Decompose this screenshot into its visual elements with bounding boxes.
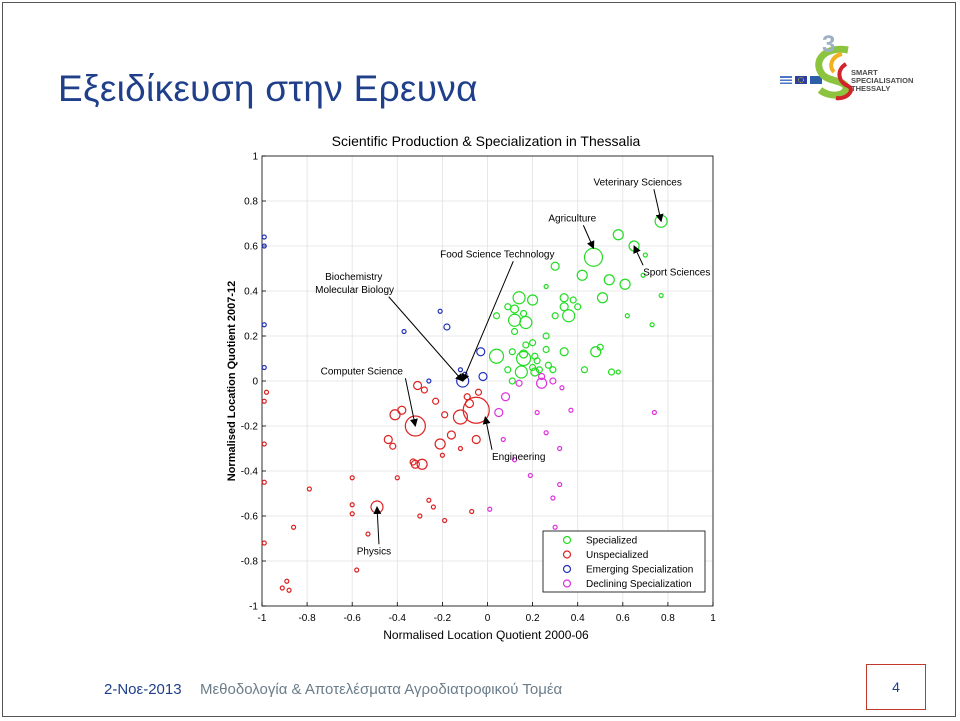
data-point-unspecialized xyxy=(307,487,311,491)
data-point-unspecialized xyxy=(443,519,447,523)
data-point-specialized xyxy=(490,349,504,363)
data-point-declining-specialization xyxy=(535,411,539,415)
data-point-specialized xyxy=(509,314,521,326)
data-point-unspecialized xyxy=(280,586,284,590)
x-tick-label: 0.2 xyxy=(525,613,540,624)
data-point-unspecialized xyxy=(384,436,392,444)
data-point-specialized xyxy=(650,323,654,327)
annotation-label: Food Science Technology xyxy=(440,249,555,261)
data-point-specialized xyxy=(584,248,602,266)
data-point-unspecialized xyxy=(417,459,427,469)
y-tick-label: 1 xyxy=(252,151,258,163)
data-point-emerging-specialization xyxy=(262,366,266,370)
data-point-specialized xyxy=(598,293,608,303)
logo-text-thessaly: THESSALY xyxy=(851,84,891,93)
data-point-unspecialized xyxy=(427,498,431,502)
data-point-emerging-specialization xyxy=(477,348,485,356)
y-tick-label: 0.4 xyxy=(244,286,258,298)
data-point-specialized xyxy=(513,292,525,304)
data-point-unspecialized xyxy=(398,406,406,414)
x-tick-label: 0.8 xyxy=(660,613,675,624)
y-tick-label: -0.4 xyxy=(240,466,258,478)
data-point-unspecialized xyxy=(262,480,266,484)
data-point-emerging-specialization xyxy=(402,330,406,334)
data-point-specialized xyxy=(551,262,559,270)
x-tick-label: -0.6 xyxy=(343,613,361,624)
annotation-arrow xyxy=(583,225,593,248)
data-point-declining-specialization xyxy=(502,393,510,401)
data-point-specialized xyxy=(625,314,629,318)
y-tick-label: 0 xyxy=(252,376,258,388)
data-point-emerging-specialization xyxy=(458,368,462,372)
y-tick-label: 0.8 xyxy=(244,196,258,208)
annotation-label: Computer Science xyxy=(320,366,403,378)
y-axis-label: Normalised Location Quotient 2007-12 xyxy=(226,280,238,482)
data-point-specialized xyxy=(512,329,518,335)
data-point-specialized xyxy=(523,342,529,348)
data-point-unspecialized xyxy=(410,459,416,465)
data-point-unspecialized xyxy=(447,431,455,439)
data-point-unspecialized xyxy=(390,443,396,449)
data-point-specialized xyxy=(550,367,556,373)
x-axis-label: Normalised Location Quotient 2000-06 xyxy=(383,628,589,642)
data-point-unspecialized xyxy=(470,510,474,514)
data-point-unspecialized xyxy=(433,398,439,404)
data-point-specialized xyxy=(520,317,532,329)
annotation-label: Sport Sciences xyxy=(643,267,711,279)
data-point-unspecialized xyxy=(366,532,370,536)
data-point-specialized xyxy=(613,230,623,240)
annotation-label: Engineering xyxy=(492,451,546,463)
data-point-specialized xyxy=(604,275,614,285)
data-point-specialized xyxy=(616,370,620,374)
data-point-unspecialized xyxy=(472,436,480,444)
footer-title: Μεθοδολογία & Αποτελέσματα Αγροδιατροφικού Τομέα xyxy=(200,681,563,698)
data-point-specialized xyxy=(581,367,587,373)
data-point-specialized xyxy=(560,348,568,356)
data-point-declining-specialization xyxy=(528,474,532,478)
y-tick-label: 0.6 xyxy=(244,241,258,253)
logo-text-smart: SMART xyxy=(851,68,878,77)
data-point-declining-specialization xyxy=(544,431,548,435)
data-point-unspecialized xyxy=(285,579,289,583)
data-point-declining-specialization xyxy=(558,447,562,451)
annotation-label: Physics xyxy=(356,546,392,558)
data-point-unspecialized xyxy=(287,588,291,592)
x-tick-label: 1 xyxy=(710,613,716,624)
data-point-specialized xyxy=(643,253,647,257)
data-point-unspecialized xyxy=(262,399,266,403)
data-point-unspecialized xyxy=(262,541,266,545)
data-point-specialized xyxy=(494,313,500,319)
legend-label: Emerging Specialization xyxy=(586,564,694,576)
logo-digit: 3 xyxy=(822,31,836,58)
data-point-declining-specialization xyxy=(560,386,564,390)
data-point-unspecialized xyxy=(421,387,427,393)
data-point-specialized xyxy=(577,270,587,280)
x-tick-label: 0 xyxy=(484,613,491,624)
slide-title: Εξειδίκευση στην Ερευνα xyxy=(58,68,478,109)
data-point-emerging-specialization xyxy=(438,309,442,313)
data-point-specialized xyxy=(560,294,568,302)
x-tick-label: -1 xyxy=(257,613,267,624)
data-point-specialized xyxy=(505,304,511,310)
data-point-declining-specialization xyxy=(551,496,555,500)
y-tick-label: -1 xyxy=(249,601,258,613)
data-point-emerging-specialization xyxy=(444,324,450,330)
page-number-box xyxy=(866,664,926,710)
data-point-unspecialized xyxy=(414,382,422,390)
legend-label: Unspecialized xyxy=(586,550,649,561)
data-point-unspecialized xyxy=(465,400,473,408)
annotation-arrow xyxy=(485,417,492,450)
data-point-specialized xyxy=(521,311,527,317)
annotation-label-line2: Molecular Biology xyxy=(315,284,395,296)
data-point-declining-specialization xyxy=(553,525,557,529)
data-point-declining-specialization xyxy=(569,408,573,412)
data-point-declining-specialization xyxy=(495,409,503,417)
data-point-specialized xyxy=(563,310,575,322)
annotation-label: Veterinary Sciences xyxy=(593,177,682,189)
data-point-declining-specialization xyxy=(652,411,656,415)
data-point-emerging-specialization xyxy=(262,323,266,327)
data-point-emerging-specialization xyxy=(479,373,487,381)
data-point-specialized xyxy=(515,366,527,378)
data-point-specialized xyxy=(543,347,549,353)
data-point-unspecialized xyxy=(475,389,481,395)
data-point-specialized xyxy=(552,313,558,319)
data-point-specialized xyxy=(511,305,519,313)
annotation-arrow xyxy=(463,261,514,381)
data-point-emerging-specialization xyxy=(262,235,266,239)
data-point-declining-specialization xyxy=(501,438,505,442)
data-point-unspecialized xyxy=(464,394,470,400)
x-tick-label: 0.6 xyxy=(615,613,630,624)
annotation-label: Biochemistry xyxy=(325,271,383,283)
data-point-unspecialized xyxy=(431,505,435,509)
y-tick-label: -0.8 xyxy=(240,556,258,568)
y-tick-label: -0.2 xyxy=(240,421,258,433)
data-point-declining-specialization xyxy=(488,507,492,511)
data-point-unspecialized xyxy=(458,447,462,451)
x-tick-label: -0.2 xyxy=(433,613,452,624)
data-point-unspecialized xyxy=(292,525,296,529)
data-point-declining-specialization xyxy=(558,483,562,487)
data-point-unspecialized xyxy=(435,439,445,449)
chart-legend xyxy=(543,531,705,592)
data-point-unspecialized xyxy=(355,568,359,572)
annotation-label: Agriculture xyxy=(548,213,597,225)
data-point-specialized xyxy=(620,279,630,289)
data-point-specialized xyxy=(505,367,511,373)
data-point-specialized xyxy=(659,294,663,298)
data-point-unspecialized xyxy=(265,390,269,394)
legend-label: Specialized xyxy=(586,535,638,547)
y-tick-label: 0.2 xyxy=(244,331,258,343)
chart-annotations xyxy=(315,177,710,557)
data-point-unspecialized xyxy=(262,442,266,446)
legend-label: Declining Specialization xyxy=(586,579,692,590)
data-point-specialized xyxy=(570,297,576,303)
logo-text-specialisation: SPECIALISATION xyxy=(851,76,914,85)
chart-title: Scientific Production & Specialization in Thessalia xyxy=(331,133,641,149)
page-number: 4 xyxy=(892,679,900,695)
x-tick-label: -0.4 xyxy=(388,613,406,624)
data-point-specialized xyxy=(509,349,515,355)
x-tick-label: -0.8 xyxy=(298,613,316,624)
data-point-specialized xyxy=(544,285,548,289)
y-tick-label: -0.6 xyxy=(240,511,258,523)
data-point-specialized xyxy=(609,369,615,375)
data-point-specialized xyxy=(591,347,601,357)
x-tick-label: 0.4 xyxy=(570,613,585,624)
footer-date: 2-Νοε-2013 xyxy=(104,681,182,698)
